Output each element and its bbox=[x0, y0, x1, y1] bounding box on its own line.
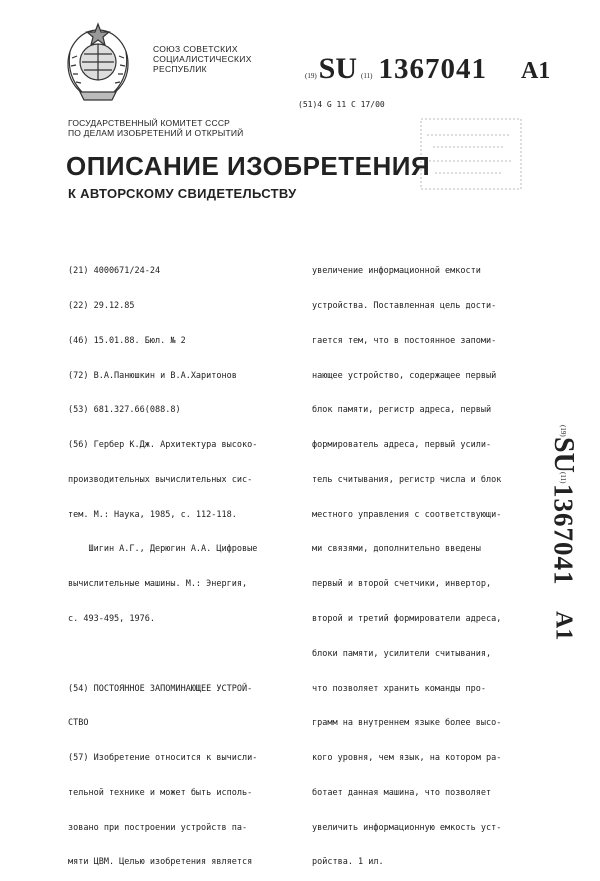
text-line: увеличение информационной емкости bbox=[312, 266, 481, 277]
document-subtitle: К АВТОРСКОМУ СВИДЕТЕЛЬСТВУ bbox=[68, 186, 297, 201]
text-line: устройства. Поставленная цель дости- bbox=[312, 300, 497, 311]
side-number: 1367041 bbox=[548, 483, 579, 586]
inid-code-19: (19) bbox=[305, 72, 317, 80]
text-line: грамм на внутреннем языке более высо- bbox=[312, 718, 502, 729]
side-kind: A1 bbox=[550, 611, 577, 641]
text-line: (53) 681.327.66(088.8) bbox=[68, 405, 181, 416]
text-line: что позволяет хранить команды про- bbox=[312, 683, 486, 694]
side-patent-text bbox=[547, 425, 579, 641]
text-line: (22) 29.12.85 bbox=[68, 300, 135, 311]
text-line: ройства. 1 ил. bbox=[312, 857, 384, 868]
committee-line: ПО ДЕЛАМ ИЗОБРЕТЕНИЙ И ОТКРЫТИЙ bbox=[68, 128, 244, 138]
text-line: (57) Изобретение относится к вычисли- bbox=[68, 753, 258, 764]
library-stamp bbox=[415, 115, 530, 195]
text-line: тель считывания, регистр числа и блок bbox=[312, 474, 502, 485]
organization-name bbox=[153, 44, 252, 74]
org-line: РЕСПУБЛИК bbox=[153, 64, 207, 74]
text-line: тельной технике и может быть исполь- bbox=[68, 787, 253, 798]
side-patent-id bbox=[533, 425, 583, 675]
text-line: ми связями, дополнительно введены bbox=[312, 544, 481, 555]
text-line: нающее устройство, содержащее первый bbox=[312, 370, 497, 381]
text-line: гается тем, что в постоянное запоми- bbox=[312, 335, 497, 346]
text-line: (56) Гербер К.Дж. Архитектура высоко- bbox=[68, 440, 258, 451]
text-line: мяти ЦВМ. Целью изобретения является bbox=[68, 857, 253, 868]
text-line: (46) 15.01.88. Бюл. № 2 bbox=[68, 335, 186, 346]
side-code-19: (19) bbox=[559, 425, 567, 437]
side-code-11: (11) bbox=[559, 472, 567, 484]
committee-line: ГОСУДАРСТВЕННЫЙ КОМИТЕТ СССР bbox=[68, 118, 231, 128]
patent-id bbox=[305, 52, 550, 86]
inid-code-11: (11) bbox=[361, 72, 373, 80]
text-line: (54) ПОСТОЯННОЕ ЗАПОМИНАЮЩЕЕ УСТРОЙ- bbox=[68, 683, 253, 694]
side-country: SU bbox=[548, 436, 579, 473]
document-title: ОПИСАНИЕ ИЗОБРЕТЕНИЯ bbox=[66, 151, 431, 181]
org-line: СОЮЗ СОВЕТСКИХ bbox=[153, 44, 238, 54]
bibliographic-column bbox=[68, 243, 257, 881]
text-line: формирователь адреса, первый усили- bbox=[312, 440, 492, 451]
text-line: производительных вычислительных сис- bbox=[68, 474, 253, 485]
text-line: СТВО bbox=[68, 718, 89, 729]
committee-name bbox=[68, 118, 244, 138]
text-line: второй и третий формирователи адреса, bbox=[312, 614, 502, 624]
text-line: (21) 4000671/24-24 bbox=[68, 266, 161, 277]
text-line: зовано при построении устройств па- bbox=[68, 822, 248, 833]
text-line: блоки памяти, усилители считывания, bbox=[312, 648, 492, 659]
text-line: (72) В.А.Панюшкин и В.А.Харитонов bbox=[68, 370, 237, 381]
text-line: ботает данная машина, что позволяет bbox=[312, 787, 492, 798]
abstract-column bbox=[312, 243, 501, 881]
text-line: Шигин А.Г., Дерюгин А.А. Цифровые bbox=[68, 544, 258, 555]
patent-number: 1367041 bbox=[378, 53, 487, 85]
text-line: увеличить информационную емкость уст- bbox=[312, 822, 502, 833]
country-code: SU bbox=[318, 52, 358, 85]
text-line: местного управления с соответствующи- bbox=[312, 509, 502, 520]
kind-code: A1 bbox=[520, 58, 551, 84]
text-line: блок памяти, регистр адреса, первый bbox=[312, 405, 492, 416]
ipc-classification: (51)4 G 11 C 17/00 bbox=[298, 100, 385, 109]
text-line: вычислительные машины. М.: Энергия, bbox=[68, 579, 248, 590]
text-line: с. 493-495, 1976. bbox=[68, 614, 155, 624]
text-line: первый и второй счетчики, инвертор, bbox=[312, 579, 492, 590]
org-line: СОЦИАЛИСТИЧЕСКИХ bbox=[153, 54, 252, 64]
text-line: тем. М.: Наука, 1985, с. 112-118. bbox=[68, 509, 237, 520]
text-line bbox=[68, 649, 257, 661]
ussr-emblem-icon bbox=[60, 22, 136, 104]
text-line: кого уровня, чем язык, на котором ра- bbox=[312, 753, 502, 764]
